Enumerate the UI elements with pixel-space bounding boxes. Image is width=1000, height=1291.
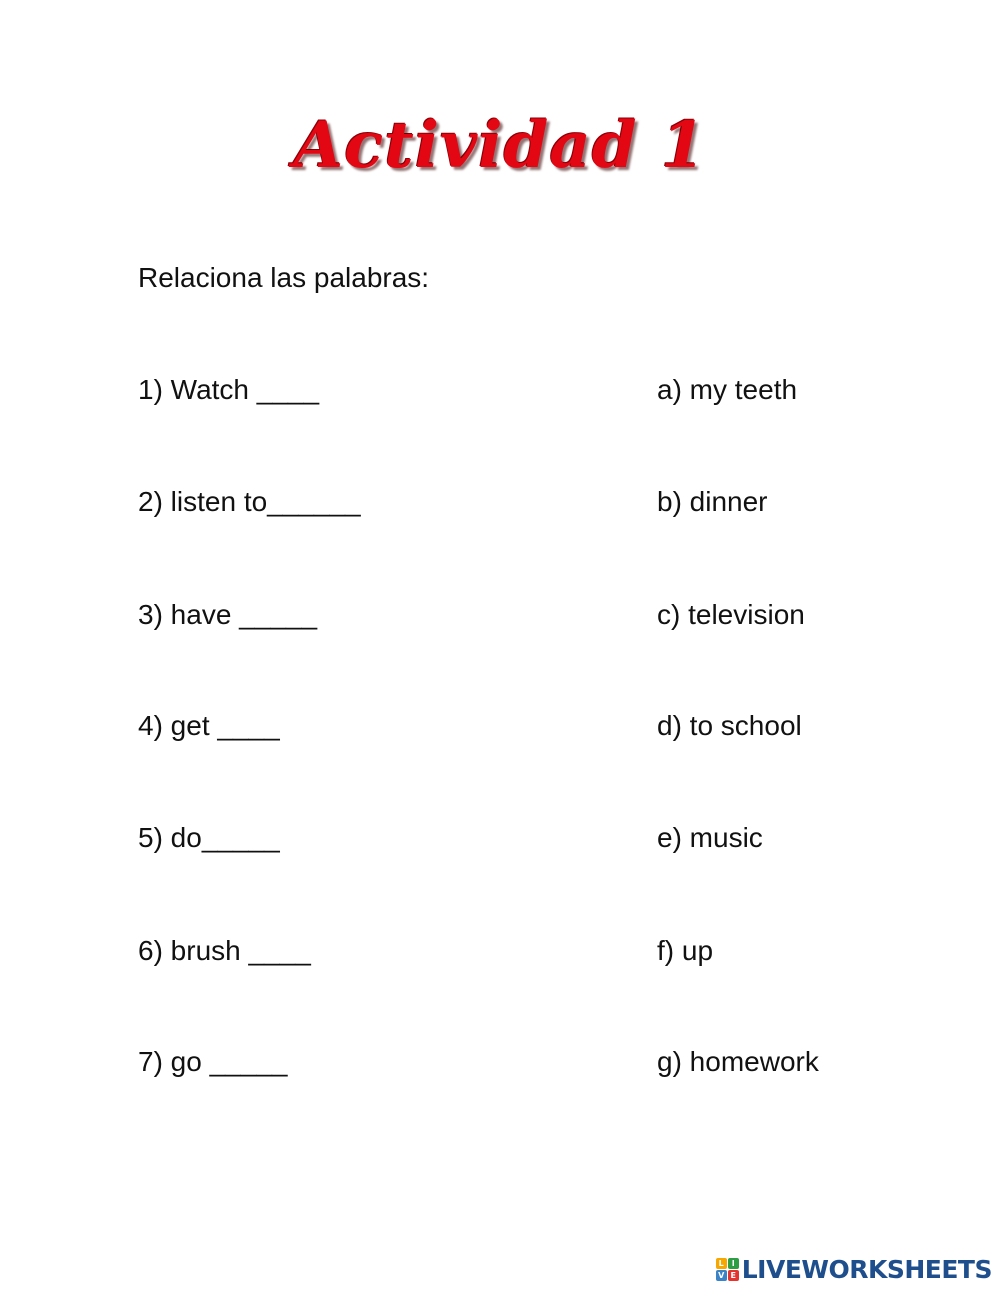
left-item-5: 5) do_____ xyxy=(138,822,280,853)
right-item-d: d) to school xyxy=(657,710,802,741)
match-row xyxy=(0,599,1000,639)
left-item-3: 3) have _____ xyxy=(138,599,318,630)
logo-mark-tile: I xyxy=(728,1258,739,1269)
left-item-1: 1) Watch ____ xyxy=(138,374,320,405)
right-item-e: e) music xyxy=(657,822,763,853)
match-row xyxy=(0,1046,1000,1086)
liveworksheets-logo xyxy=(716,1254,992,1284)
match-row xyxy=(0,710,1000,750)
match-row xyxy=(0,822,1000,862)
liveworksheets-logo-icon xyxy=(716,1258,739,1281)
worksheet-title: Actividad 1 xyxy=(293,108,707,183)
match-row xyxy=(0,486,1000,526)
match-row xyxy=(0,374,1000,414)
match-row xyxy=(0,935,1000,975)
right-item-a: a) my teeth xyxy=(657,374,798,405)
right-item-b: b) dinner xyxy=(657,486,768,517)
right-item-c: c) television xyxy=(657,599,805,630)
left-item-4: 4) get ____ xyxy=(138,710,280,741)
logo-mark-tile: E xyxy=(728,1270,739,1281)
left-item-6: 6) brush ____ xyxy=(138,935,311,966)
right-item-g: g) homework xyxy=(657,1046,819,1077)
logo-text: LIVEWORKSHEETS xyxy=(741,1254,992,1284)
instruction-text: Relaciona las palabras: xyxy=(138,262,430,293)
logo-mark-tile: L xyxy=(716,1258,727,1269)
left-item-2: 2) listen to______ xyxy=(138,486,361,517)
logo-mark-tile: V xyxy=(716,1270,727,1281)
right-item-f: f) up xyxy=(657,935,714,966)
left-item-7: 7) go _____ xyxy=(138,1046,288,1077)
